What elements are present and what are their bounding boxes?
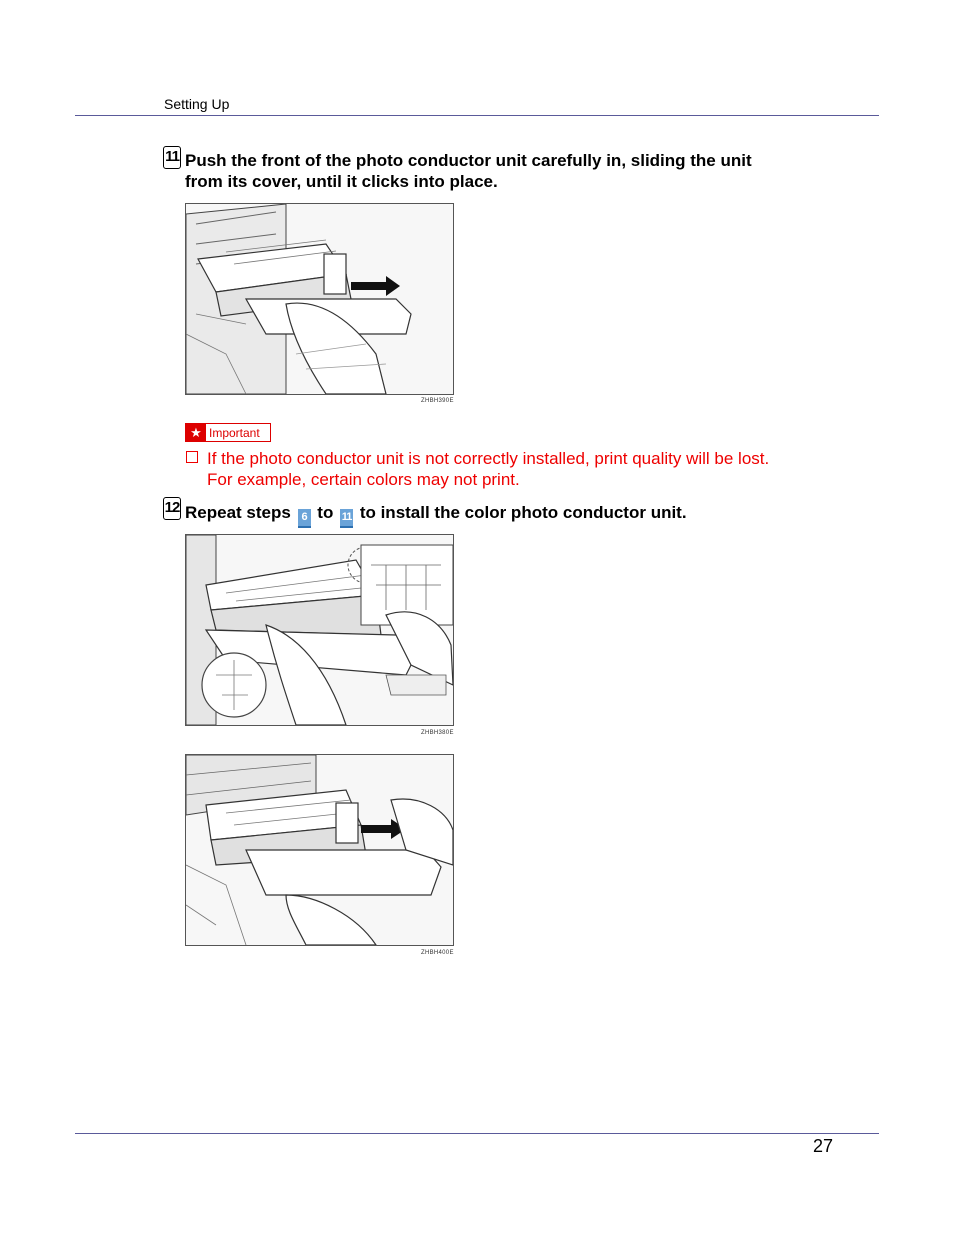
- checkbox-bullet-icon: [186, 451, 198, 463]
- illustration-color-unit-insert: [186, 755, 453, 945]
- step-12-icon: 12: [163, 497, 181, 520]
- important-label: [185, 423, 271, 442]
- figure-color-unit-remove: [185, 534, 454, 726]
- illustration-color-unit: [186, 535, 453, 725]
- important-note-line1: If the photo conductor unit is not correctly installed, print quality will be lost.: [186, 448, 769, 469]
- figure-code-2: ZHBH380E: [421, 730, 454, 736]
- figure-code-1: ZHBH390E: [421, 398, 454, 404]
- step-link-6[interactable]: 6: [298, 509, 311, 528]
- star-icon: ★: [186, 424, 206, 441]
- step-11-icon: 11: [163, 146, 181, 169]
- running-header: Setting Up: [164, 96, 230, 112]
- important-note: [186, 448, 769, 490]
- figure-color-unit-insert: [185, 754, 454, 946]
- header-rule: [75, 115, 879, 116]
- figure-code-3: ZHBH400E: [421, 950, 454, 956]
- important-label-text: Important: [209, 425, 260, 440]
- step-12-text: [185, 502, 687, 528]
- step-link-11[interactable]: 11: [340, 509, 353, 528]
- step-11-line1: Push the front of the photo conductor unit carefully in, sliding the unit: [185, 151, 752, 170]
- step-12-text-after: to install the color photo conductor unit.: [359, 503, 687, 522]
- important-note-line2: For example, certain colors may not print.: [207, 470, 520, 489]
- step-11-line2: from its cover, until it clicks into place.: [185, 172, 498, 191]
- illustration-insert-unit: [186, 204, 453, 394]
- page-number: 27: [813, 1136, 834, 1156]
- step-12-text-before: Repeat steps: [185, 503, 291, 522]
- figure-photo-conductor-insert: [185, 203, 454, 395]
- footer-rule: [75, 1133, 879, 1134]
- step-12-text-mid: to: [317, 503, 334, 522]
- step-11-text: [185, 150, 752, 192]
